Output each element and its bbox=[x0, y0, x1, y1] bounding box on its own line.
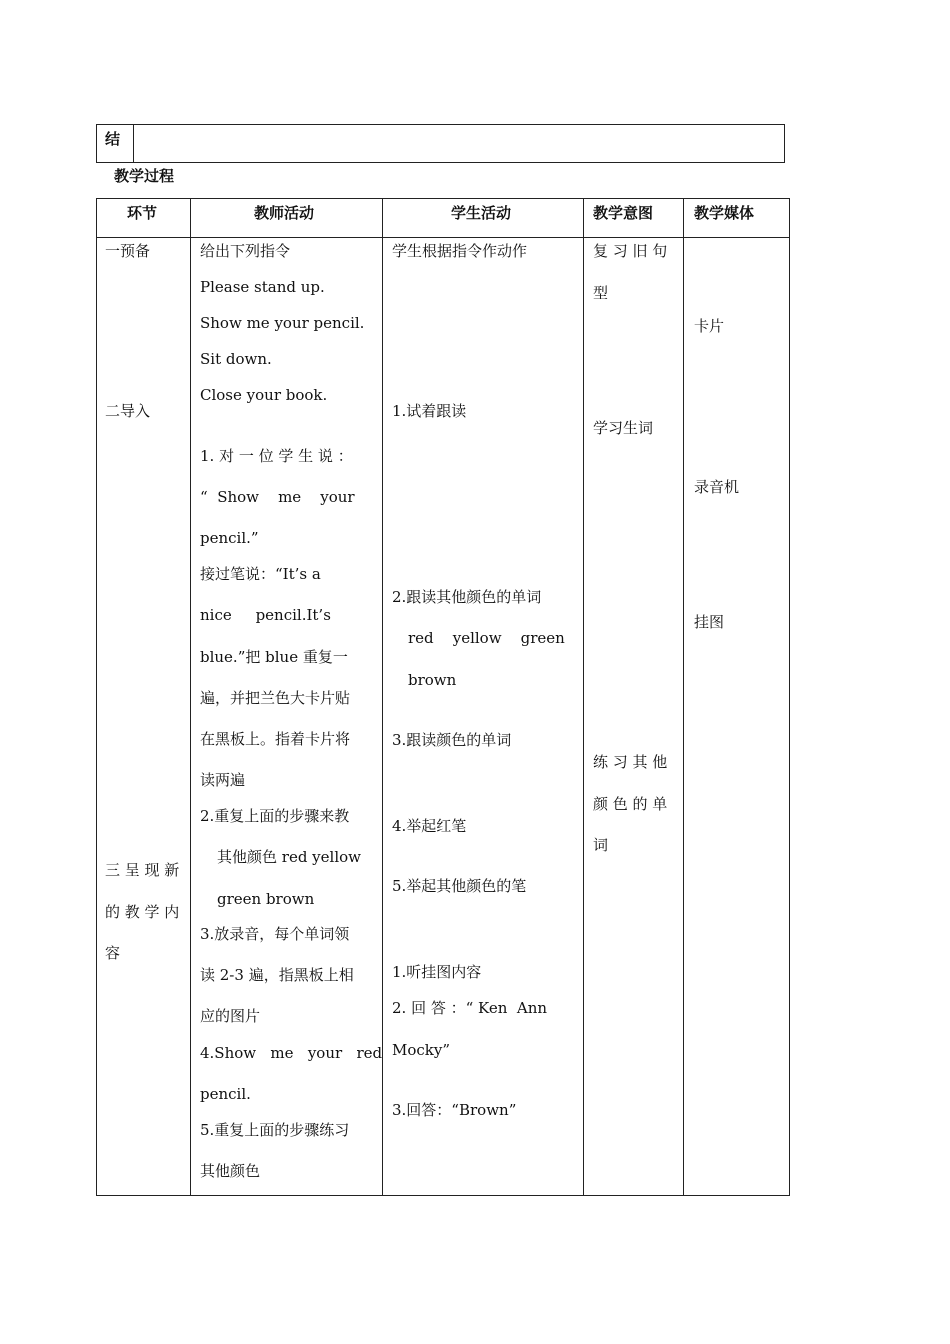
student-line: 5.举起其他颜色的笔 bbox=[392, 877, 527, 895]
student-line: 2. 回 答 ：“ Ken Ann bbox=[392, 999, 548, 1017]
table-col-divider-3 bbox=[583, 198, 584, 1196]
stage-text: 二导入 bbox=[105, 402, 151, 420]
teacher-line: 读 2-3 遍，指黑板上相 bbox=[200, 966, 354, 984]
teacher-line: 4.Show me your red bbox=[200, 1044, 383, 1062]
table-col-divider-1 bbox=[190, 198, 191, 1196]
table-col-divider-2 bbox=[382, 198, 383, 1196]
stage-text: 三 呈 现 新 bbox=[105, 861, 180, 879]
header-stage: 环节 bbox=[127, 204, 158, 222]
top-box-left-border bbox=[96, 124, 97, 163]
stage-text: 的 教 学 内 bbox=[105, 903, 180, 921]
teacher-line: Show me your pencil. bbox=[200, 314, 365, 332]
teacher-line: 遍，并把兰色大卡片贴 bbox=[200, 689, 351, 707]
table-header-separator bbox=[96, 237, 790, 238]
student-line: Mocky” bbox=[392, 1041, 451, 1059]
student-line: 3.回答：“Brown” bbox=[392, 1101, 517, 1119]
top-box-divider bbox=[133, 124, 134, 163]
intent-line: 学习生词 bbox=[593, 419, 654, 437]
teacher-line: “ Show me your bbox=[200, 488, 355, 506]
intent-line: 复 习 旧 句 bbox=[593, 242, 668, 260]
header-teaching-intent: 教学意图 bbox=[593, 204, 654, 222]
student-line: 学生根据指令作动作 bbox=[392, 242, 528, 260]
teacher-line: 其他颜色 red yellow bbox=[217, 848, 362, 866]
table-top-border bbox=[96, 198, 790, 199]
intent-line: 词 bbox=[593, 836, 609, 854]
student-line: 4.举起红笔 bbox=[392, 817, 467, 835]
student-line: 2.跟读其他颜色的单词 bbox=[392, 588, 542, 606]
teacher-line: Sit down. bbox=[200, 350, 272, 368]
media-line: 挂图 bbox=[694, 613, 725, 631]
teacher-line: nice pencil.It’s bbox=[200, 606, 331, 624]
stage-text: 一预备 bbox=[105, 242, 151, 260]
teacher-line: 接过笔说：“It’s a bbox=[200, 565, 321, 583]
teacher-line: 1. 对 一 位 学 生 说 ： bbox=[200, 447, 353, 465]
teacher-line: 2.重复上面的步骤来教 bbox=[200, 807, 350, 825]
stage-text: 容 bbox=[105, 944, 121, 962]
teacher-line: 应的图片 bbox=[200, 1007, 261, 1025]
teacher-line: green brown bbox=[217, 890, 315, 908]
header-teacher-activity: 教师活动 bbox=[254, 204, 315, 222]
top-box-bottom-border bbox=[96, 162, 785, 163]
teacher-line: Please stand up. bbox=[200, 278, 325, 296]
teacher-line: Close your book. bbox=[200, 386, 328, 404]
header-teaching-media: 教学媒体 bbox=[694, 204, 755, 222]
student-line: red yellow green bbox=[408, 629, 565, 647]
teacher-line: 其他颜色 bbox=[200, 1162, 261, 1180]
teacher-line: pencil.” bbox=[200, 529, 259, 547]
top-box-top-border bbox=[96, 124, 785, 125]
table-col-divider-4 bbox=[683, 198, 684, 1196]
student-line: 1.听挂图内容 bbox=[392, 963, 482, 981]
teacher-line: 给出下列指令 bbox=[200, 242, 291, 260]
teacher-line: 5.重复上面的步骤练习 bbox=[200, 1121, 350, 1139]
table-right-border bbox=[789, 198, 790, 1196]
intent-line: 颜 色 的 单 bbox=[593, 795, 668, 813]
student-line: 3.跟读颜色的单词 bbox=[392, 731, 512, 749]
teacher-line: blue.”把 blue 重复一 bbox=[200, 648, 348, 666]
media-line: 卡片 bbox=[694, 317, 725, 335]
teacher-line: 读两遍 bbox=[200, 771, 246, 789]
teacher-line: pencil. bbox=[200, 1085, 251, 1103]
teacher-line: 3.放录音，每个单词领 bbox=[200, 925, 350, 943]
intent-line: 型 bbox=[593, 284, 609, 302]
student-line: 1.试着跟读 bbox=[392, 402, 467, 420]
header-student-activity: 学生活动 bbox=[451, 204, 512, 222]
table-left-border bbox=[96, 198, 97, 1196]
table-bottom-border bbox=[96, 1195, 790, 1196]
intent-line: 练 习 其 他 bbox=[593, 753, 668, 771]
section-title: 教学过程 bbox=[114, 167, 175, 185]
media-line: 录音机 bbox=[694, 478, 740, 496]
student-line: brown bbox=[408, 671, 457, 689]
top-box-label: 结 bbox=[105, 130, 121, 148]
top-box-right-border bbox=[784, 124, 785, 163]
teacher-line: 在黑板上。指着卡片将 bbox=[200, 730, 351, 748]
